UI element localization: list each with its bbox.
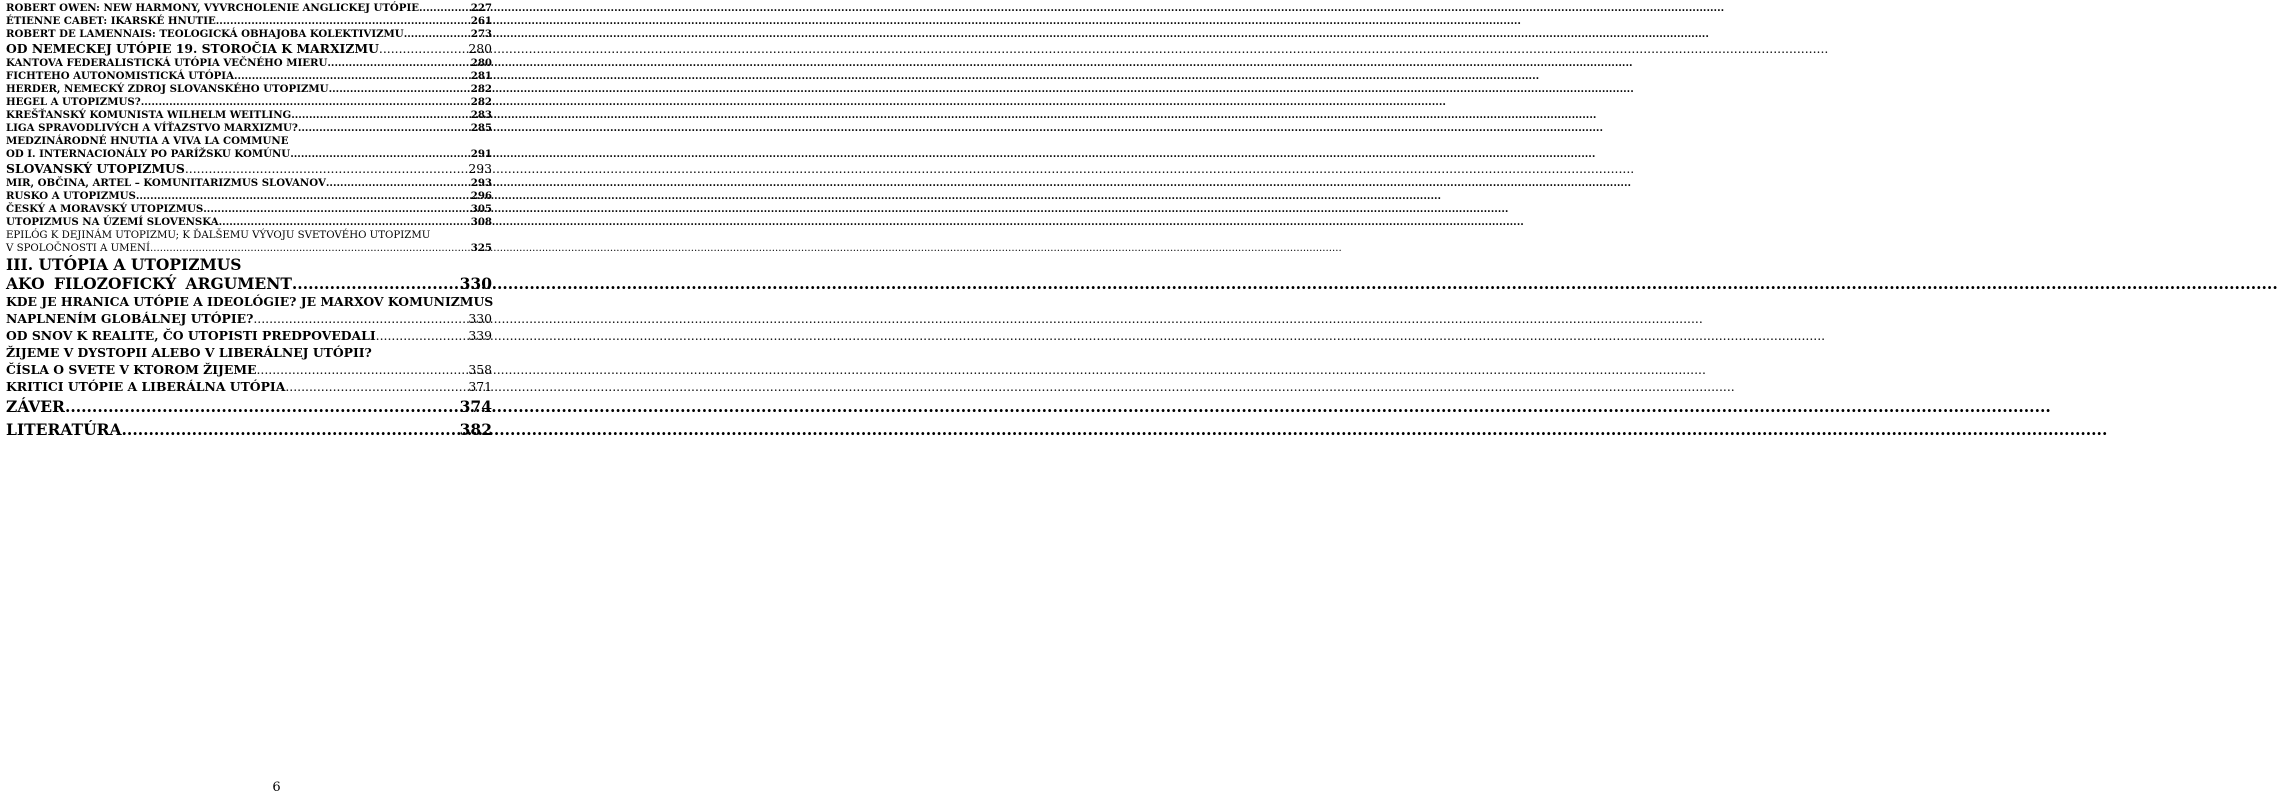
leader-dots: [285, 378, 467, 395]
toc-section-page: 280: [468, 41, 492, 56]
toc-entry-title-line1: MEDZINÁRODNÉ HNUTIA A VIVA LA COMMUNE: [6, 135, 289, 147]
toc-section-page: 330: [468, 311, 492, 326]
toc-entry-page: 227: [470, 2, 492, 14]
toc-entry: [6, 122, 492, 135]
toc-entry-title: V SPOLOČNOSTI A UMENÍ: [6, 243, 150, 254]
toc-chapter: [6, 395, 492, 418]
toc-section-page: 293: [468, 161, 492, 176]
toc-entry-page: 280: [470, 57, 492, 69]
toc-entry-title: HEGEL A UTOPIZMUS?: [6, 96, 141, 108]
leader-dots: [379, 41, 467, 57]
leader-dots: [65, 395, 459, 418]
leader-dots: [234, 70, 470, 83]
toc-section: [6, 310, 492, 327]
toc-entry: [6, 109, 492, 122]
leader-dots: [292, 274, 459, 293]
leader-dots: [327, 57, 469, 70]
toc-entry-page: 296: [470, 190, 492, 202]
toc-entry-page: 293: [470, 177, 492, 189]
toc-section-page: 358: [468, 362, 492, 377]
toc-section-title-line1: KDE JE HRANICA UTÓPIE A IDEOLÓGIE? JE MARXOV KOMUNIZMUS: [6, 294, 494, 309]
toc-entry-title: ČESKÝ A MORAVSKÝ UTOPIZMUS: [6, 203, 204, 215]
toc-section: [6, 361, 492, 378]
leader-dots: [419, 2, 470, 15]
toc-entry: [6, 177, 492, 190]
toc-section: [6, 161, 492, 177]
toc-entry-page: 291: [470, 148, 492, 160]
leader-dots: [404, 28, 470, 41]
toc-entry-title: LIGA SPRAVODLIVÝCH A VÍŤAZSTVO MARXIZMU?: [6, 122, 298, 134]
toc-entry-page: 325: [470, 242, 492, 254]
toc-chapter-page: 382: [459, 420, 492, 439]
leader-dots: [141, 96, 470, 109]
toc-entry: [6, 83, 492, 96]
toc-entry-page: 282: [470, 96, 492, 108]
leader-dots: [219, 216, 470, 229]
leader-dots: [291, 109, 470, 122]
leader-dots: [376, 327, 468, 344]
toc-section-title: KRITICI UTÓPIE A LIBERÁLNA UTÓPIA: [6, 379, 286, 394]
toc-section-title: OD SNOV K REALITE, ČO UTOPISTI PREDPOVEDALI: [6, 328, 376, 343]
toc-entry-page: 305: [470, 203, 492, 215]
toc-chapter-title: LITERATÚRA: [6, 420, 122, 439]
toc-chapter-page: 374: [459, 397, 492, 416]
leader-dots: [150, 242, 470, 255]
toc-entry: [6, 216, 492, 229]
leader-dots: [122, 418, 459, 441]
toc-entry: [6, 190, 492, 203]
toc-entry-title: RUSKO A UTOPIZMUS: [6, 190, 136, 202]
toc-entry: [6, 96, 492, 109]
leader-dots: [253, 310, 467, 327]
leader-dots: [290, 148, 470, 161]
toc-section-title: ČÍSLA O SVETE V KTOROM ŽIJEME: [6, 362, 257, 377]
leader-dots: [298, 122, 470, 135]
toc-section: [6, 327, 492, 344]
part-heading-page: 330: [459, 274, 492, 293]
toc-section-title: NAPLNENÍM GLOBÁLNEJ UTÓPIE?: [6, 311, 254, 326]
leader-dots: [256, 361, 467, 378]
toc-entry: [6, 2, 492, 15]
toc-entry-title: KANTOVA FEDERALISTICKÁ UTÓPIA VEČNÉHO MIERU: [6, 57, 328, 69]
leader-dots: [136, 190, 470, 203]
toc-entry: [6, 70, 492, 83]
toc-entry-page: 308: [470, 216, 492, 228]
toc-entry-page: 283: [470, 109, 492, 121]
toc-entry-page: 281: [470, 70, 492, 82]
part-heading: [6, 274, 492, 293]
toc-section: [6, 41, 492, 57]
toc-entry-title: ROBERT DE LAMENNAIS: TEOLOGICKÁ OBHAJOBA KOLEKTIVIZMU: [6, 28, 404, 40]
toc-entry-title: MIR, OBČINA, ARTEL – KOMUNITARIZMUS SLOVANOV: [6, 177, 326, 189]
leader-dots: [185, 161, 468, 177]
toc-entry: [6, 28, 492, 41]
toc-entry-title: KREŠŤANSKÝ KOMUNISTA WILHELM WEITLING: [6, 109, 292, 121]
toc-chapter: [6, 418, 492, 441]
part-heading-line1: III. UTÓPIA A UTOPIZMUS: [6, 255, 242, 274]
toc-entry-title-line1: EPILÓG K DEJINÁM UTOPIZMU; K ĎALŠEMU VÝVOJU SVETOVÉHO UTOPIZMU: [6, 230, 431, 241]
toc-entry: [6, 57, 492, 70]
toc-section-page: 339: [468, 328, 492, 343]
toc-entry-page: 282: [470, 83, 492, 95]
toc-entry-title: ROBERT OWEN: NEW HARMONY, VYVRCHOLENIE ANGLICKEJ UTÓPIE: [6, 2, 419, 14]
toc-entry-title: UTOPIZMUS NA ÚZEMÍ SLOVENSKA: [6, 216, 219, 228]
toc-section-page: 371: [468, 379, 492, 394]
leader-dots: [216, 15, 470, 28]
toc-entry-page: 273: [470, 28, 492, 40]
toc-entry-title: ÉTIENNE CABET: IKARSKÉ HNUTIE: [6, 15, 216, 27]
toc-section-title: SLOVANSKÝ UTOPIZMUS: [6, 161, 185, 176]
toc-section-title: OD NEMECKEJ UTÓPIE 19. STOROČIA K MARXIZMU: [6, 41, 379, 56]
toc-entry: [6, 148, 492, 161]
toc-entry: [6, 203, 492, 216]
toc-entry-page: 261: [470, 15, 492, 27]
toc-entry-title: FICHTEHO AUTONOMISTICKÁ UTÓPIA: [6, 70, 234, 82]
table-of-contents: [6, 2, 492, 441]
leader-dots: [203, 203, 469, 216]
toc-section: [6, 378, 492, 395]
toc-entry-title: OD I. INTERNACIONÁLY PO PARÍŽSKU KOMÚNU: [6, 148, 291, 160]
leader-dots: [329, 83, 470, 96]
toc-entry-title: HERDER, NEMECKÝ ZDROJ SLOVANSKÉHO UTOPIZMU: [6, 83, 329, 95]
toc-section-title: ŽIJEME V DYSTOPII ALEBO V LIBERÁLNEJ UTÓPII?: [6, 345, 372, 360]
toc-chapter-title: ZÁVER: [6, 397, 65, 416]
leader-dots: [326, 177, 470, 190]
page-number: 6: [272, 780, 281, 795]
toc-entry: [6, 15, 492, 28]
toc-entry-page: 285: [470, 122, 492, 134]
toc-entry: [6, 242, 492, 255]
part-heading-title: AKO FILOZOFICKÝ ARGUMENT: [6, 274, 292, 293]
